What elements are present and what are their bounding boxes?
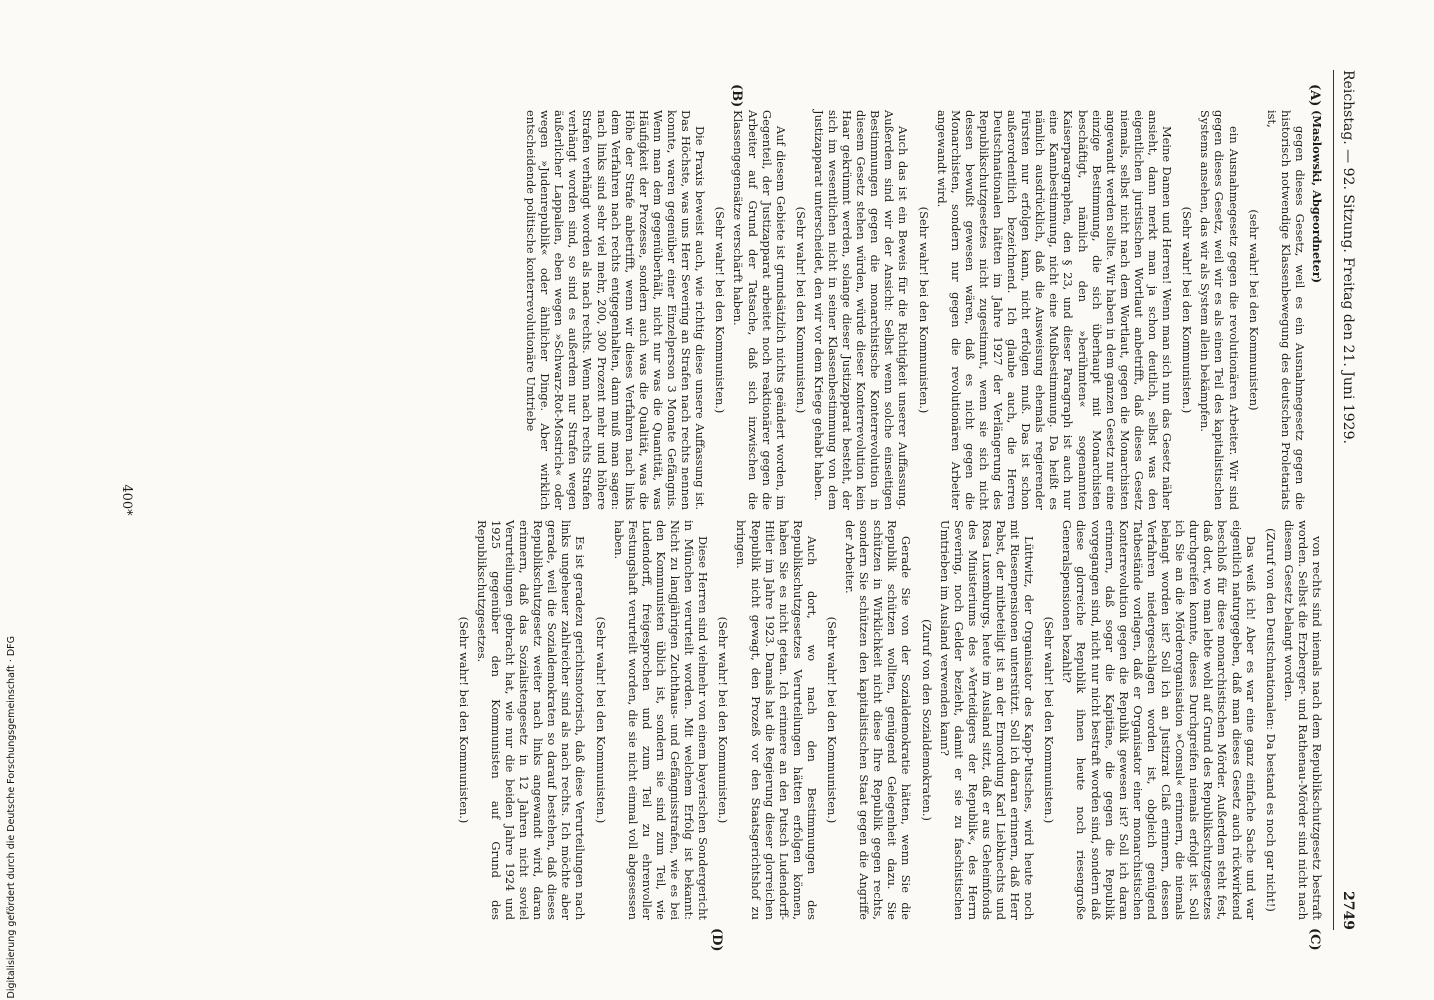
paragraph: Auch das ist ein Beweis für die Richtigkeit unserer Auffassung. Außerdem sind wir der Ansicht: Selbst wenn solche einseitigen Bestimmungen gegen die monarchistische Konterrevolution in diesem Gesetz stehen würden, würde dieser Konterrevolution kein Haar gekrümmt werden, solange dieser Justizapparat besteht, der sich im wesentlichen nicht in seiner Klassenbestimmung von dem Justizapparat unterscheidet, den wir vor dem Kriege gehabt haben. xyxy=(811,110,911,510)
margin-marker-d: (D) xyxy=(709,928,724,952)
paragraph: Es ist geradezu gerichtsnotorisch, daß diese Verurteilungen nach links ungeheuer zahlreicher sind als nach rechts. Ich möchte aber gerade, weil die Sozialdemokraten so darauf bestehen, daß dieses Republikschutzgesetz weiter nach links angewandt wird, daran erinnern, daß das Sozialistengesetz in 12 Jahren nicht soviel Verurteilungen gebracht hat, wie nur die beiden Jahre 1924 und 1925 gegenüber den Kommunisten auf Grund des Republikschutzgesetzes. xyxy=(474,520,588,920)
page-number: 2749 xyxy=(1340,891,1356,930)
interjection: (sehr wahr! bei den Kommunisten) xyxy=(1246,209,1261,411)
paragraph: Gerade Sie von der Sozialdemokratie hätten, wenn Sie die Republik schützen wollten, genügend Gelegenheit dazu. Sie schützen in Wirklichkeit nicht diese Ihre Republik gegen rechts, sondern Sie schützen den kapitalistischen Staat gegen die Angriffe der Arbeiter. xyxy=(843,520,914,920)
paragraph: Die Praxis beweist auch, wie richtig diese unsere Auffassung ist. Das Höchste, was uns Herr Severing an Strafen nach rechts nennen konnte, waren gegenüber einer Einzelperson 3 Monate Gefängnis. Wenn man dem gegenüberhält, nicht nur was die Quantität, was Häufigkeit der Prozesse, sondern auch was die Qualität, was die Höhe der Strafe anbetrifft, wenn wir dieses Verfahren nach links dem Verfahren nach rechts entgegenhalten, dann muß man sagen: nach links sind sehr viel mehr, 200, 300 Prozent mehr und höhere Strafen verhängt worden als nach rechts. Wenn nach rechts Strafen verhängt worden sind, so sind es außerdem nur Strafen wegen äußerlicher Lappalien, eben wegen »Schwarz-Rot-Mostrich« oder wegen »Judenrepublik« oder ähnlicher Dinge. Aber wirklich entscheidende politische konterrevolutionäre Umtriebe xyxy=(524,110,708,510)
paragraph: Auf diesem Gebiete ist grundsätzlich nichts geändert worden, im Gegenteil, der Justizapparat arbeitet noch reaktionärer gegen die Arbeiter auf Grund der Tatsache, daß sich inzwischen die Klassengegensätze verschärft haben. xyxy=(731,110,788,510)
interjection: (Sehr wahr! bei den Kommunisten.) xyxy=(1180,206,1195,414)
margin-marker-a: (A) xyxy=(1307,84,1322,107)
signature-mark: 400* xyxy=(119,484,134,516)
interjection: (Sehr wahr! bei den Kommunisten.) xyxy=(793,206,808,414)
margin-marker-c: (C) xyxy=(1307,928,1322,951)
margin-marker-b: (B) xyxy=(729,84,744,108)
speaker-name: (Maslowski, Abgeordneter) xyxy=(1310,110,1324,284)
paragraph: von rechts sind niemals nach dem Republikschutzgesetz bestraft worden. Selbst die Erzberger- und Rathenau-Mörder sind nicht nach diesem Gesetz belangt worden. xyxy=(1281,520,1324,920)
paragraph: gegen dieses Gesetz, weil es ein Ausnahmegesetz gegen die historisch notwendige Klassenbewegung des deutschen Proletariats ist, xyxy=(1264,110,1307,510)
page-header xyxy=(1332,70,1362,930)
right-column xyxy=(451,520,1324,920)
digitization-credit: Digitalisierung gefördert durch die Deutsche Forschungsgemeinschaft · DFG xyxy=(6,635,17,998)
interjection: (Sehr wahr! bei den Kommunisten.) xyxy=(1042,616,1057,824)
interjection: (Sehr wahr! bei den Kommunisten.) xyxy=(825,616,839,824)
running-head: Reichstag. — 92. Sitzung. Freitag den 21. Juni 1929. xyxy=(1340,70,1356,444)
paragraph: Lüttwitz, der Organisator des Kapp-Putsches, wird heute noch mit Riesenpensionen unterstützt. Soll ich daran erinnern, daß Herr Pabst, der mitbeteiligt ist an der Ermordung Karl Liebknechts und Rosa Luxemburgs, heute im Ausland sitzt, daß er aus Geheimfonds des Ministeriums des »Verteidigers der Republik«, des Herrn Severing, noch Gelder bezieht, damit er sie zu faschistischen Umtrieben im Ausland verwenden kann? xyxy=(937,520,1037,920)
paragraph: Meine Damen und Herren! Wenn man sich nun das Gesetz näher ansieht, dann merkt man ja schon deutlich, selbst was den eigentlichen juristischen Wortlaut anbetrifft, daß dieses Gesetz niemals, selbst nicht nach dem Wortlaut, gegen die Monarchisten angewandt werden sollte. Wir haben in dem ganzen Gesetz nur eine einzige Bestimmung, die sich überhaupt mit Monarchisten beschäftigt, nämlich den »berühmten« sogenannten Kaiserparagraphen, den § 23, und dieser Paragraph ist auch nur eine Kannbestimmung, nicht eine Mußbestimmung. Da heißt es nämlich ausdrücklich, daß die Ausweisung ehemals regierender Fürsten nur erfolgen kann, nicht erfolgen muß. Das ist schon außerordentlich bezeichnend. Ich glaube auch, die Herren Deutschnationalen hätten im Jahre 1927 der Verlängerung des Republikschutzgesetzes nicht zugestimmt, wenn sie sich nicht dessen bewußt gewesen wären, daß es nicht gegen die Monarchisten, sondern nur gegen die revolutionären Arbeiter angewandt wird. xyxy=(934,110,1175,510)
paragraph: ein Ausnahmegesetz gegen die revolutionären Arbeiter. Wir sind gegen dieses Gesetz, weil wir es als einen Teil des kapitalistischen Systems ansehen, das wir als System allein bekämpfen. xyxy=(1198,110,1241,510)
paragraph: Auch dort, wo nach den Bestimmungen des Republikschutzgesetzes Verurteilungen hätten erfolgen können, haben Sie es nicht getan. Ich erinnere an den Putsch Ludendorff-Hitler im Jahre 1923. Damals hat die Regierung dieser glorreichen Republik nicht gewagt, den Prozeß vor den Staatsgerichtshof zu bringen. xyxy=(734,520,819,920)
interjection: (Sehr wahr! bei den Kommunisten.) xyxy=(716,616,731,824)
paragraph: Das weiß ich! Aber es war eine ganz einfache Sache und war eigentlich naturgegeben, daß man dieses Gesetz auch rückwirkend beschloß für diese monarchistischen Mörder. Außerdem steht fest, daß dort, wo man lebte wohl auf Grund des Republikschutzgesetzes durchgreifen konnte, dieses Durchgreifen niemals erfolgt ist. Soll ich Sie an die Mörderorganisation »Consul« erinnern, die niemals belangt worden ist? Soll ich an Justizrat Claß erinnern, dessen Verfahren niedergeschlagen worden ist, obgleich genügend Tatbestände vorlagen, daß er Organisator einer monarchistischen Konterrevolution gegen die Republik gewesen ist? Soll ich daran erinnern, daß sogar die Kapitäne, die gegen die Republik vorgegangen sind, nicht nur nicht bestraft worden sind, sondern daß diese glorreiche Republik ihnen heute noch riesengroße Generalspensionen bezahlt? xyxy=(1060,520,1258,920)
header-rule xyxy=(1333,70,1334,930)
interjection: (Zuruf von den Deutschnationalen: Da bestand es noch gar nicht!) xyxy=(1263,528,1278,912)
left-column xyxy=(521,110,1324,510)
interjection: (Sehr wahr! bei den Kommunisten.) xyxy=(916,206,931,414)
interjection: (Sehr wahr! bei den Kommunisten.) xyxy=(593,616,608,824)
paragraph: Diese Herren sind vielmehr von einem bayerischen Sondergericht in München verurteilt worden. Mit welchem Erfolg ist bekannt: Nicht zu langjährigen Zuchthaus- und Gefängnisstrafen, wie es bei den Kommunisten üblich ist, sondern sie sind zum Teil, wie Ludendorff, freigesprochen und zum Teil zu ehrenvoller Festungshaft verurteilt worden, die sie nicht einmal voll abgesessen haben. xyxy=(611,520,711,920)
interjection: (Sehr wahr! bei den Kommunisten.) xyxy=(456,616,471,824)
interjection: (Zuruf von den Sozialdemokraten.) xyxy=(919,619,934,821)
interjection: (Sehr wahr! bei den Kommunisten.) xyxy=(713,206,728,414)
